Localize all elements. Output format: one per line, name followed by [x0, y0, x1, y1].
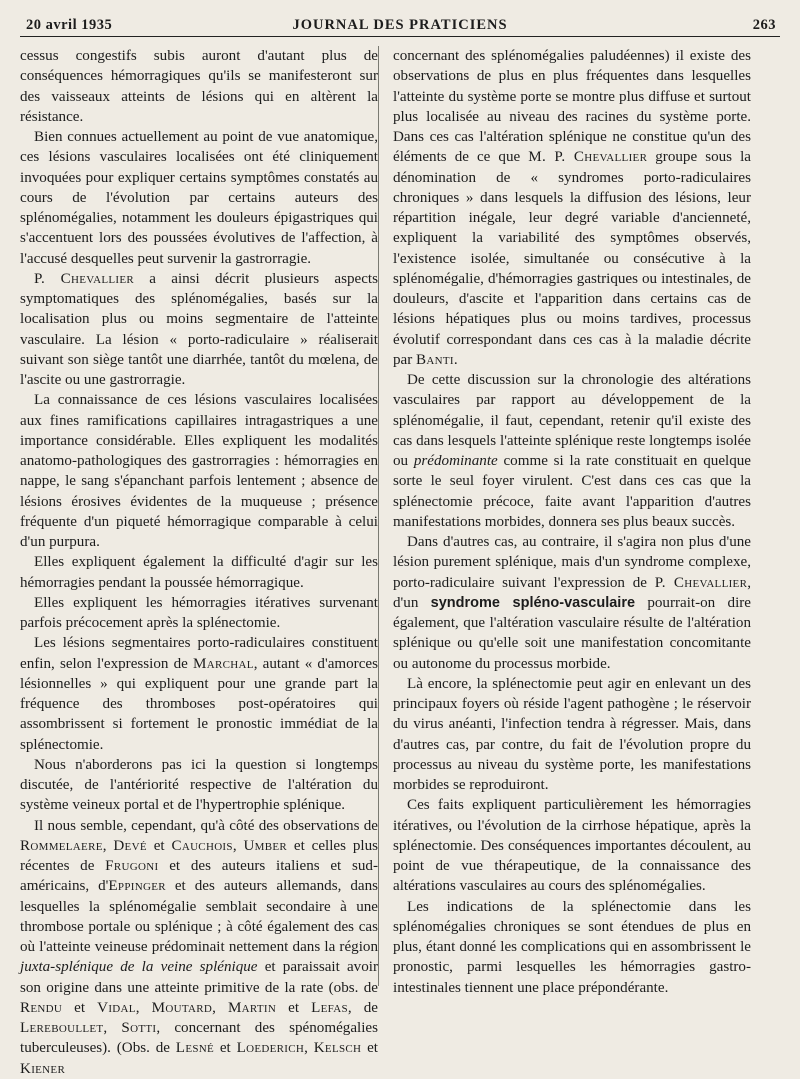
author-name: Eppinger: [108, 878, 166, 895]
paragraph: cessus congestifs subis auront d'autant plus de conséquences hémorragiques qu'ils se manifesteront sur des vaisseaux atteints de lésions qui en altèrent la résistance.: [20, 48, 378, 125]
paragraph: Elles expliquent les hémorragies itératives survenant parfois précocement après la splénectomie.: [20, 594, 378, 631]
author-name: Banti: [416, 351, 454, 368]
author-name: Lereboullet: [20, 1020, 104, 1036]
paragraph: concernant des splénomégalies paludéennes) il existe des observations de plus en plus fréquentes dans lesquelles l'atteinte du système porte se montre plus diffuse et surtout plus localisée au niveau des racines du système porte. Dans ces cas l'altération splénique ne constitue qu'un des éléments de ce que M. P. Chevallier groupe sous la dénomination de « syndromes porto-radiculaires chroniques » dans lesquels la diffusion des lésions, leur répartition inégale, leur degré variable d'ancienneté, expliquent la variabilité des symptômes observés, l'existence isolée, simultanée ou consécutive à la splénomégalie, d'hémorragies gastriques ou intestinales, de douleurs, d'ascite et l'apparition dans certains cas de lésions hépatiques plus ou moins tardives, processus évolutif correspondant dans ces cas à la maladie décrite par Banti.: [393, 48, 751, 368]
paragraph: Dans d'autres cas, au contraire, il s'agira non plus d'une lésion purement splénique, mais d'un syndrome complexe, porto-radiculaire suivant l'expression de P. Chevallier, d'un syndrome spléno-vasculaire pourrait-on dire également, que l'altération vasculaire résulte de l'altération splénique ou qu'elle soit une manifestation concomitante ou autonome du processus morbide.: [393, 534, 751, 672]
author-name: Devé: [113, 837, 147, 854]
author-name: Vidal: [97, 999, 136, 1016]
paragraph: Elles expliquent également la difficulté d'agir sur les hémorragies pendant la poussée hémorragique.: [20, 554, 378, 591]
author-name: P. Chevallier: [34, 270, 135, 287]
header-page-number: 263: [752, 17, 776, 33]
author-name: Sotti: [121, 1020, 157, 1036]
column-divider: [378, 46, 379, 986]
running-header: [20, 14, 780, 37]
author-name: Lefas: [311, 999, 348, 1016]
paragraph: La connaissance de ces lésions vasculaires localisées aux fines ramifications capillaires intragastriques a une importance considérable. Elles expliquent les modalités anatomo-pathologiques des gastrorragies : hémorragies en nappe, le sang s'épanchant parfois lentement ; absence de lésions érosives évidentes de la muqueuse ; présence fréquente d'un piqueté hémorragique comparable à celui d'un purpura.: [20, 392, 378, 550]
right-column: [393, 46, 751, 998]
author-name: Martin: [227, 999, 277, 1016]
author-name: Rommelaere: [20, 837, 103, 854]
author-name: P. Chevallier: [654, 574, 748, 591]
author-name: M. P. Chevallier: [528, 149, 648, 166]
header-journal-title: JOURNAL DES PRATICIENS: [292, 17, 508, 33]
paragraph: Les indications de la splénectomie dans les splénomégalies chroniques se sont étendues de plus en plus, étant donné les complications qui en assombrissent le pronostic, parmi lesquelles les hémorragies gastro-intestinales tiennent une place prépondérante.: [393, 898, 751, 996]
header-date: 20 avril 1935: [26, 17, 113, 33]
author-name: Moutard: [151, 999, 213, 1016]
left-column: [20, 46, 378, 1079]
author-name: Frugoni: [105, 858, 159, 874]
author-name: Lesné: [175, 1040, 215, 1057]
paragraph: Ces faits expliquent particulièrement les hémorragies itératives, ou l'évolution de la cirrhose hépatique, après la splénectomie. Des conséquences importantes découlent, au point de vue thérapeutique, de la connaissance des altérations vasculaires au cours des splénomégalies.: [393, 797, 751, 895]
author-name: Kelsch: [313, 1040, 362, 1057]
paragraph: Les lésions segmentaires porto-radiculaires constituent enfin, selon l'expression de Marchal, autant « d'amorces lésionnelles » qui expliquent pour une grande part la fréquence des thromboses post-opératoires qui assombrissent si fortement le pronostic immédiat de la splénectomie.: [20, 635, 378, 753]
paragraph: Il nous semble, cependant, qu'à côté des observations de Rommelaere, Devé et Cauchois, Umber et celles plus récentes de Frugoni et des auteurs italiens et sud-américains, d'Eppinger et des auteurs allemands, dans lesquelles la splénomégalie semblait secondaire à une thrombose portale ou splénique ; à côté également des cas où l'atteinte veineuse prédominait nettement dans la région juxta-splénique de la veine splénique et paraissait avoir son origine dans une atteinte primitive de la rate (obs. de Rendu et Vidal, Moutard, Martin et Lefas, de Lereboullet, Sotti, concernant des spénomégalies tuberculeuses). (Obs. de Lesné et Loederich, Kelsch et Kiener: [20, 817, 379, 1077]
author-name: Cauchois: [171, 837, 233, 854]
author-name: Rendu: [20, 999, 63, 1016]
author-name: Umber: [243, 837, 288, 854]
author-name: Kiener: [20, 1060, 66, 1077]
paragraph: Là encore, la splénectomie peut agir en enlevant un des principaux foyers où réside l'agent pathogène ; le réservoir du virus anéanti, l'infection tendra à régresser. Mais, dans d'autres cas, par contre, du fait de l'évolution propre du processus au niveau du système porte, les manifestations morbides se reproduiront.: [393, 675, 751, 793]
paragraph: De cette discussion sur la chronologie des altérations vasculaires par rapport au développement de la splénomégalie, il faut, cependant, retenir qu'il existe des cas dans lesquels l'atteinte splénique reste longtemps isolée ou prédominante comme si la rate constituait en quelque sorte le seul foyer virulent. C'est dans ces cas que la splénectomie précoce, faite avant l'apparition d'autres manifestations morbides, donnera ses plus beaux succès.: [393, 372, 752, 530]
paragraph: P. Chevallier a ainsi décrit plusieurs aspects symptomatiques des splénomégalies, basés sur la localisation plus ou moins segmentaire de l'atteinte vasculaire. La lésion « porto-radiculaire » réaliserait suivant son siège tantôt une diarrhée, tantôt du mœlena, de l'ascite ou une gastrorragie.: [20, 270, 378, 388]
paragraph: Bien connues actuellement au point de vue anatomique, ces lésions vasculaires localisées ont été cliniquement invoquées pour expliquer certains symptômes constatés au cours de l'évolution par certains auteurs des splénomégalies, notamment les douleurs épigastriques qui s'accentuent lors des poussées évolutives de l'affection, à l'accusé desquelles peut survenir la gastrorragie.: [20, 129, 378, 267]
bold-term: syndrome spléno-vasculaire: [430, 594, 636, 611]
italic-phrase: juxta-splénique de la veine splénique: [20, 959, 258, 976]
paragraph: Nous n'aborderons pas ici la question si longtemps discutée, de l'antériorité respective de l'altération du système veineux portal et de l'hypertrophie splénique.: [20, 756, 378, 814]
author-name: Marchal: [193, 655, 254, 672]
author-name: Loederich: [236, 1040, 305, 1057]
italic-phrase: prédominante: [413, 453, 498, 469]
